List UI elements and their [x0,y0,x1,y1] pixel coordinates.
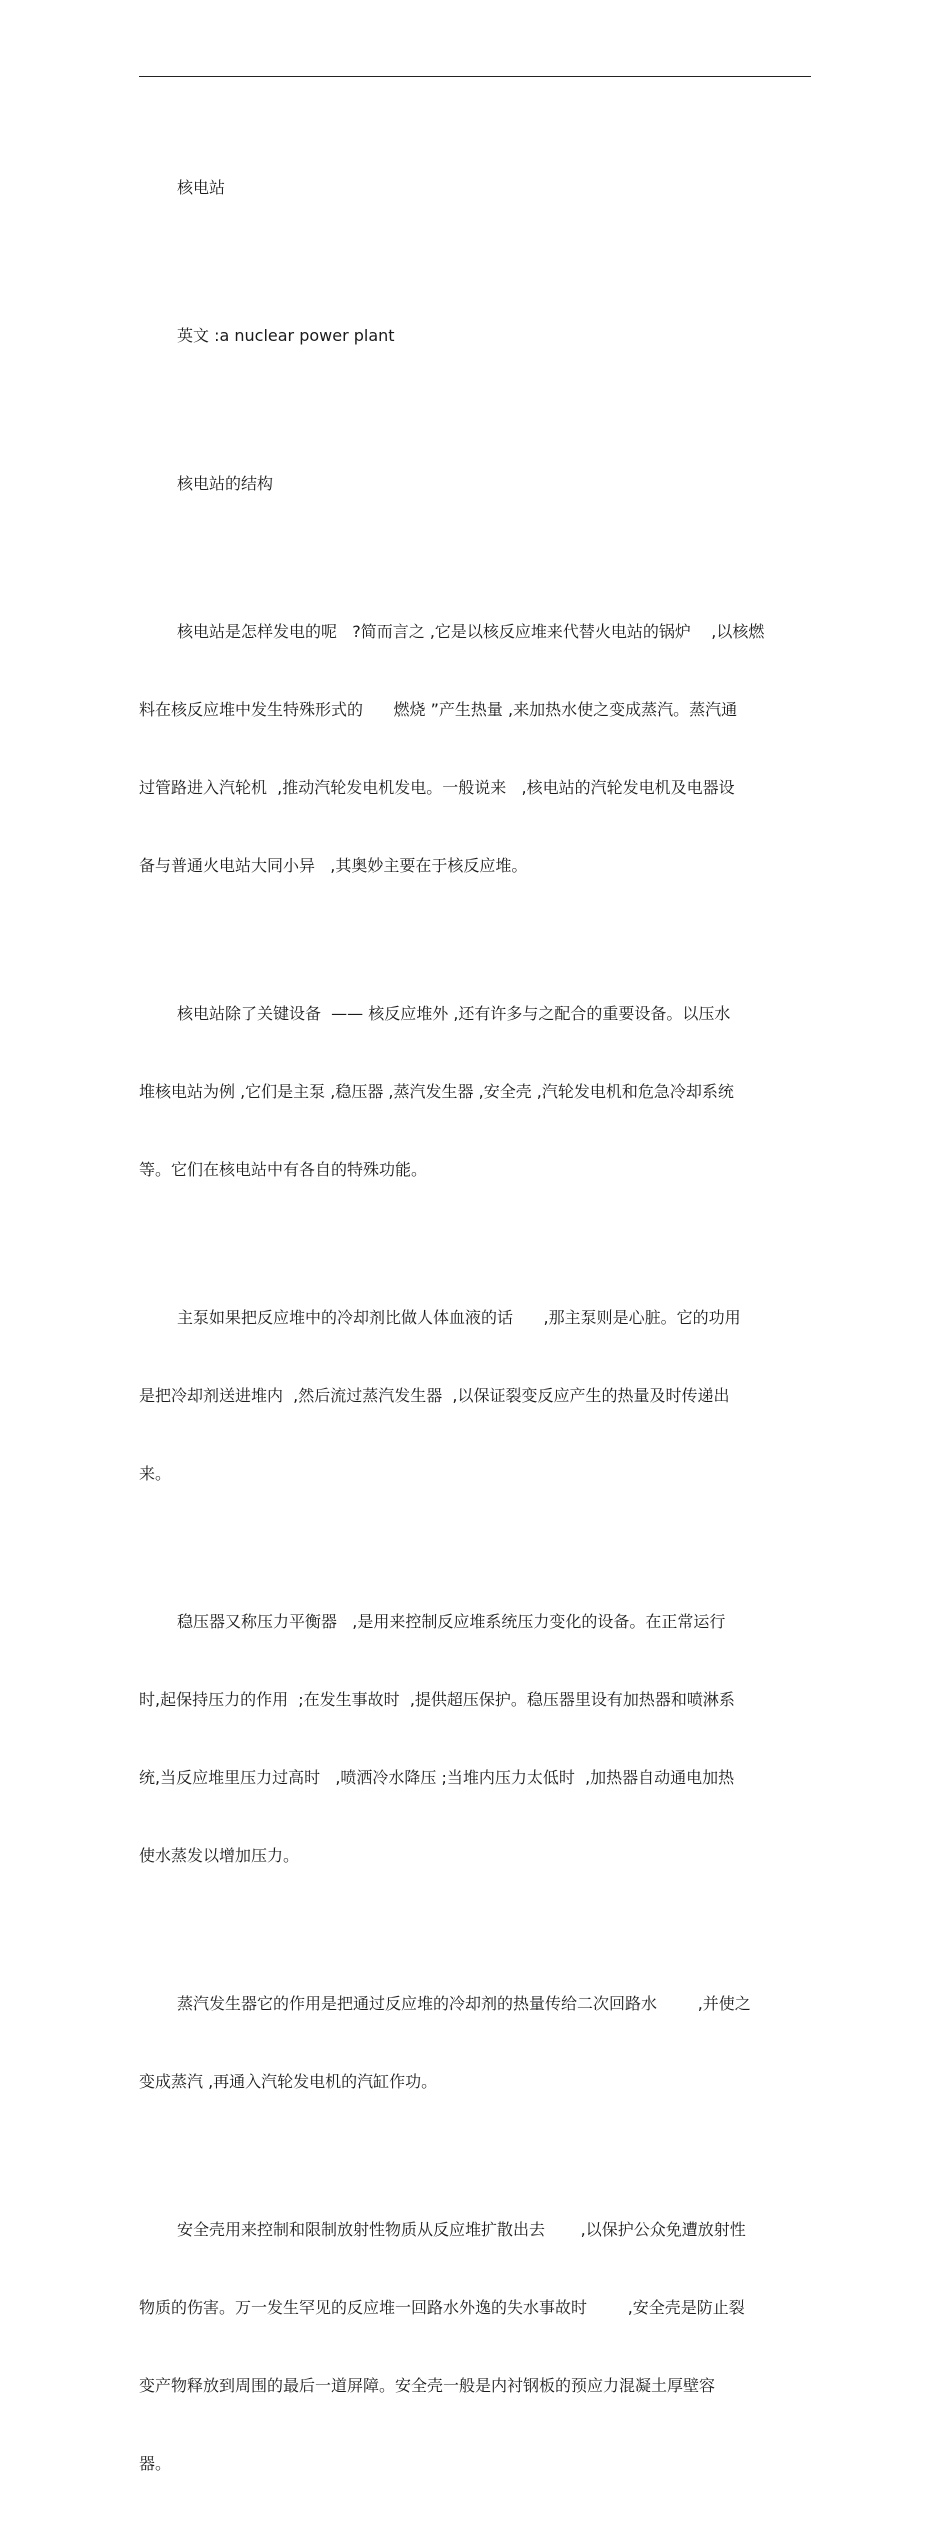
paragraph-line: 英文 :a nuclear power plant [177,326,395,345]
paragraph-line: 器。 [139,2454,172,2473]
paragraph-line: 时,起保持压力的作用 ;在发生事故时 ,提供超压保护。稳压器里设有加热器和喷淋系 [139,1690,735,1709]
paragraph-line: 主泵如果把反应堆中的冷却剂比做人体血液的话 ,那主泵则是心脏。它的功用 [177,1308,741,1327]
paragraph-line: 来。 [139,1464,172,1483]
paragraph-line: 备与普通火电站大同小异 ,其奥妙主要在于核反应堆。 [139,856,528,875]
header-rule [139,76,811,77]
paragraph-line: 稳压器又称压力平衡器 ,是用来控制反应堆系统压力变化的设备。在正常运行 [177,1612,726,1631]
paragraph-line: 过管路进入汽轮机 ,推动汽轮发电机发电。一般说来 ,核电站的汽轮发电机及电器设 [139,778,735,797]
paragraph-line: 堆核电站为例 ,它们是主泵 ,稳压器 ,蒸汽发生器 ,安全壳 ,汽轮发电机和危急冷却系统 [139,1082,734,1101]
paragraph-containment [139,2165,811,2529]
paragraph-key-equipment [139,949,811,1235]
paragraph-line: 是把冷却剂送进堆内 ,然后流过蒸汽发生器 ,以保证裂变反应产生的热量及时传递出 [139,1386,730,1405]
document-body [139,123,811,2547]
paragraph-line: 核电站除了关键设备 —— 核反应堆外 ,还有许多与之配合的重要设备。以压水 [177,1004,731,1023]
paragraph-line: 等。它们在核电站中有各自的特殊功能。 [139,1160,428,1179]
paragraph-english-name [139,271,811,401]
paragraph-line: 蒸汽发生器它的作用是把通过反应堆的冷却剂的热量传给二次回路水 ,并使之 [177,1994,751,2013]
paragraph-line: 核电站的结构 [177,474,274,493]
paragraph-title [139,123,811,253]
paragraph-line: 使水蒸发以增加压力。 [139,1846,300,1865]
paragraph-main-pump [139,1253,811,1539]
paragraph-pressurizer [139,1557,811,1921]
paragraph-how-it-works [139,567,811,931]
paragraph-line: 安全壳用来控制和限制放射性物质从反应堆扩散出去 ,以保护公众免遭放射性 [177,2220,746,2239]
paragraph-line: 变产物释放到周围的最后一道屏障。安全壳一般是内衬钢板的预应力混凝土厚壁容 [139,2376,716,2395]
paragraph-line: 核电站是怎样发电的呢 ?简而言之 ,它是以核反应堆来代替火电站的锅炉 ,以核燃 [177,622,765,641]
paragraph-structure-heading [139,419,811,549]
paragraph-steam-generator [139,1939,811,2147]
paragraph-line: 变成蒸汽 ,再通入汽轮发电机的汽缸作功。 [139,2072,438,2091]
paragraph-line: 核电站 [177,178,226,197]
paragraph-line: 料在核反应堆中发生特殊形式的 燃烧 ”产生热量 ,来加热水使之变成蒸汽。蒸汽通 [139,700,738,719]
paragraph-line: 统,当反应堆里压力过高时 ,喷洒冷水降压 ;当堆内压力太低时 ,加热器自动通电加热 [139,1768,735,1787]
paragraph-line: 物质的伤害。万一发生罕见的反应堆一回路水外逸的失水事故时 ,安全壳是防止裂 [139,2298,745,2317]
